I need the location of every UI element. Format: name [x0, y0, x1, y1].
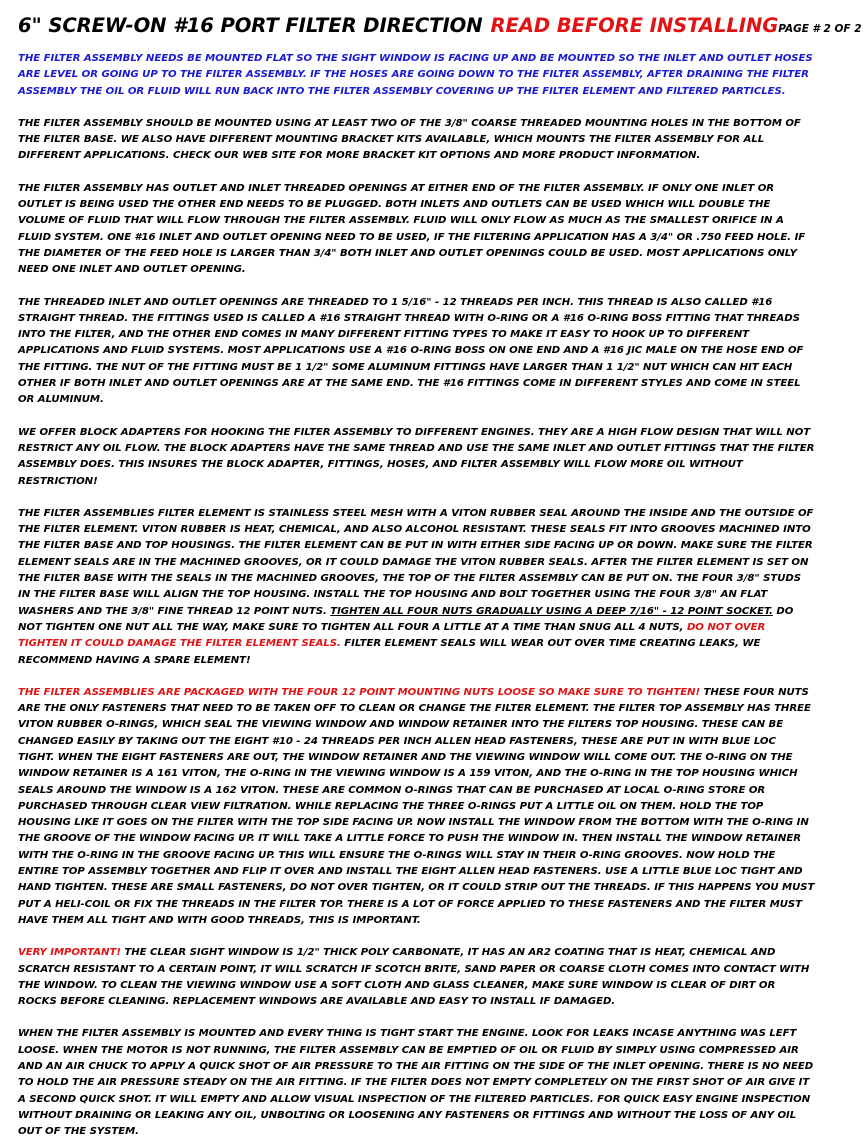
packaging-warning: THE FILTER ASSEMBLIES ARE PACKAGED WITH THE FOUR 12 POINT MOUNTING NUTS LOOSE SO MAKE SURE TO TIGHTEN!: [18, 686, 701, 698]
mounting-orientation-paragraph: THE FILTER ASSEMBLY NEEDS BE MOUNTED FLAT SO THE SIGHT WINDOW IS FACING UP AND BE MOUNTED SO THE INLET AND OUTLET HOSES ARE LEVEL OR GOING UP TO THE FILTER ASSEMBLY. IF THE HOSES ARE GOING DOWN TO THE FILTER ASSEMBLY, AFTER DRAINING THE FILTER ASSEMBLY THE OIL OR FLUID WILL RUN BACK INTO THE FILTER ASSEMBLY COVERING UP THE FILTER ELEMENT AND FILTERED PARTICLES.: [18, 53, 813, 97]
thread-fittings-paragraph: THE THREADED INLET AND OUTLET OPENINGS ARE THREADED TO 1 5/16" - 12 THREADS PER INCH. THIS THREAD IS ALSO CALLED #16 STRAIGHT THREAD. THE FITTINGS USED IS CALLED A #16 STRAIGHT THREAD WITH O-RING OR A #16 O-RING BOSS FITTING THAT THREADS INTO THE FILTER, AND THE OTHER END COMES IN MANY DIFFERENT FITTING TYPES TO MAKE IT EASY TO HOOK UP TO DIFFERENT APPLICATIONS AND FLUID SYSTEMS. MOST APPLICATIONS USE A #16 O-RING BOSS ON ONE END AND A #16 JIC MALE ON THE HOSE END OF THE FITTING. THE NUT OF THE FITTING MUST BE 1 1/2" SOME ALUMINUM FITTINGS HAVE LARGER THAN 1 1/2" NUT WHICH CAN HIT EACH OTHER IF BOTH INLET AND OUTLET OPENINGS ARE AT THE SAME END. THE #16 FITTINGS COME IN DIFFERENT STYLES AND COME IN STEEL OR ALUMINUM.: [18, 296, 804, 406]
tightening-instruction: TIGHTEN ALL FOUR NUTS GRADUALLY USING A DEEP 7/16" - 12 POINT SOCKET.: [330, 605, 773, 617]
tightening-text: DO NOT TIGHTEN ONE NUT ALL THE WAY, MAKE SURE TO TIGHTEN ALL FOUR A LITTLE AT A TIME THAN SNUG ALL 4 NUTS,: [18, 605, 794, 633]
overtighten-warning: DO NOT OVER TIGHTEN IT COULD DAMAGE THE FILTER ELEMENT SEALS.: [18, 621, 766, 650]
very-important-label: VERY IMPORTANT!: [18, 947, 121, 959]
page-header: [18, 14, 862, 37]
filter-element-paragraph: [18, 506, 815, 669]
sight-window-text: THE CLEAR SIGHT WINDOW IS 1/2" THICK POLY CARBONATE, IT HAS AN AR2 COATING THAT IS HEAT, CHEMICAL AND SCRATCH RESISTANT TO A CERTAIN POINT, IT WILL SCRATCH IF SCOTCH BRITE, SAND PAPER OR COARSE CLOTH COMES INTO CONTACT WITH THE WINDOW. TO CLEAN THE VIEWING WINDOW USE A SOFT CLOTH AND GLASS CLEANER, MAKE SURE WINDOW IS CLEAR OF DIRT OR ROCKS BEFORE CLEANING. REPLACEMENT WINDOWS ARE AVAILABLE AND EASY TO INSTALL IF DAMAGED.: [18, 947, 810, 1008]
spare-element-text: FILTER ELEMENT SEALS WILL WEAR OUT OVER TIME CREATING LEAKS, WE RECOMMEND HAVING A SPARE ELEMENT!: [18, 638, 761, 666]
o-ring-paragraph: [18, 685, 815, 929]
page-title: 6" SCREW-ON #16 PORT FILTER DIRECTION: [18, 14, 483, 37]
block-adapters-paragraph: WE OFFER BLOCK ADAPTERS FOR HOOKING THE FILTER ASSEMBLY TO DIFFERENT ENGINES. THEY ARE A HIGH FLOW DESIGN THAT WILL NOT RESTRICT ANY OIL FLOW. THE BLOCK ADAPTERS HAVE THE SAME THREAD AND USE THE SAME INLET AND OUTLET FITTINGS THAT THE FILTER ASSEMBLY DOES. THIS INSURES THE BLOCK ADAPTER, FITTINGS, HOSES, AND FILTER ASSEMBLY WILL FLOW MORE OIL WITHOUT RESTRICTION!: [18, 426, 815, 487]
o-ring-text: THESE FOUR NUTS ARE THE ONLY FASTENERS THAT NEED TO BE TAKEN OFF TO CLEAN OR CHANGE THE FILTER ELEMENT. THE FILTER TOP ASSEMBLY HAS THREE VITON RUBBER O-RINGS, WHICH SEAL THE VIEWING WINDOW AND WINDOW RETAINER INTO THE FILTERS TOP HOUSING. THESE CAN BE CHANGED EASILY BY TAKING OUT THE EIGHT #10 - 24 THREADS PER INCH ALLEN HEAD FASTENERS, THESE ARE PUT IN WITH BLUE LOC TIGHT. WHEN THE EIGHT FASTENERS ARE OUT, THE WINDOW RETAINER AND THE VIEWING WINDOW WILL COME OUT. THE O-RING ON THE WINDOW RETAINER IS A 161 VITON, THE O-RING IN THE VIEWING WINDOW IS A 159 VITON, AND THE O-RING IN THE TOP HOUSING WHICH SEALS AROUND THE WINDOW IS A 162 VITON. THESE ARE COMMON O-RINGS THAT CAN BE PURCHASED AT LOCAL O-RING STORE OR PURCHASED THROUGH CLEAR VIEW FILTRATION. WHILE REPLACING THE THREE O-RINGS PUT A LITTLE OIL ON THEM. HOLD THE TOP HOUSING LIKE IT GOES ON THE FILTER WITH THE TOP SIDE FACING UP. NOW INSTALL THE WINDOW FROM THE BOTTOM WITH THE O-RING IN THE GROOVE OF THE WINDOW FACING UP. IT WILL TAKE A LITTLE FORCE TO PUSH THE WINDOW IN. THEN INSTALL THE WINDOW RETAINER WITH THE O-RING IN THE GROOVE FACING UP. THIS WILL ENSURE THE O-RINGS WILL STAY IN THEIR O-RING GROOVES. NOW HOLD THE ENTIRE TOP ASSEMBLY TOGETHER AND FLIP IT OVER AND INSTALL THE EIGHT ALLEN HEAD FASTENERS. USE A LITTLE BLUE LOC TIGHT AND HAND TIGHTEN. THESE ARE SMALL FASTENERS, DO NOT OVER TIGHTEN, OR IT COULD STRIP OUT THE THREADS. IF THIS HAPPENS YOU MUST PUT A HELI-COIL OR FIX THE THREADS IN THE FILTER TOP. THERE IS A LOT OF FORCE APPLIED TO THESE FASTENERS AND THE FILTER MUST HAVE THEM ALL TIGHT AND WITH GOOD THREADS, THIS IS IMPORTANT.: [18, 686, 815, 926]
engine-start-paragraph: WHEN THE FILTER ASSEMBLY IS MOUNTED AND EVERY THING IS TIGHT START THE ENGINE. LOOK FOR LEAKS INCASE ANYTHING WAS LEFT LOOSE. WHEN THE MOTOR IS NOT RUNNING, THE FILTER ASSEMBLY CAN BE EMPTIED OF OIL OR FLUID BY SIMPLY USING COMPRESSED AIR AND AN AIR CHUCK TO APPLY A QUICK SHOT OF AIR PRESSURE TO THE AIR FITTING ON THE SIDE OF THE INLET OPENING. THERE IS NO NEED TO HOLD THE AIR PRESSURE STEADY ON THE AIR FITTING. IF THE FILTER DOES NOT EMPTY COMPLETELY ON THE FIRST SHOT OF AIR GIVE IT A SECOND QUICK SHOT. IT WILL EMPTY AND ALLOW VISUAL INSPECTION OF THE FILTERED PARTICLES. FOR QUICK EASY ENGINE INSPECTION WITHOUT DRAINING OR LEAKING ANY OIL, UNBOLTING OR LOOSENING ANY FASTENERS OR FITTINGS AND WITHOUT THE LOSS OF ANY OIL OUT OF THE SYSTEM.: [18, 1028, 814, 1138]
warning-heading: READ BEFORE INSTALLING: [490, 14, 779, 37]
inlet-outlet-paragraph: THE FILTER ASSEMBLY HAS OUTLET AND INLET THREADED OPENINGS AT EITHER END OF THE FILTER ASSEMBLY. IF ONLY ONE INLET OR OUTLET IS BEING USED THE OTHER END NEEDS TO BE PLUGGED. BOTH INLETS AND OUTLETS CAN BE USED WHICH WILL DOUBLE THE VOLUME OF FLUID THAT WILL FLOW THROUGH THE FILTER ASSEMBLY. FLUID WILL ONLY FLOW AS MUCH AS THE SMALLEST ORIFICE IN A FLUID SYSTEM. ONE #16 INLET AND OUTLET OPENING NEED TO BE USED, IF THE FILTERING APPLICATION HAS A 3/4" OR .750 FEED HOLE. IF THE DIAMETER OF THE FEED HOLE IS LARGER THAN 3/4" BOTH INLET AND OUTLET OPENINGS COULD BE USED. MOST APPLICATIONS ONLY NEED ONE INLET AND OUTLET OPENING.: [18, 182, 806, 276]
mounting-holes-paragraph: THE FILTER ASSEMBLY SHOULD BE MOUNTED USING AT LEAST TWO OF THE 3/8" COARSE THREADED MOUNTING HOLES IN THE BOTTOM OF THE FILTER BASE. WE ALSO HAVE DIFFERENT MOUNTING BRACKET KITS AVAILABLE, WHICH MOUNTS THE FILTER ASSEMBLY FOR ALL DIFFERENT APPLICATIONS. CHECK OUR WEB SITE FOR MORE BRACKET KIT OPTIONS AND MORE PRODUCT INFORMATION.: [18, 117, 801, 162]
sight-window-paragraph: [18, 945, 815, 1010]
filter-element-text: THE FILTER ASSEMBLIES FILTER ELEMENT IS STAINLESS STEEL MESH WITH A VITON RUBBER SEAL AROUND THE INSIDE AND THE OUTSIDE OF THE FILTER ELEMENT. VITON RUBBER IS HEAT, CHEMICAL, AND ALSO ALCOHOL RESISTANT. THESE SEALS FIT INTO GROOVES MACHINED INTO THE FILTER BASE AND TOP HOUSINGS. THE FILTER ELEMENT CAN BE PUT IN WITH EITHER SIDE FACING UP OR DOWN. MAKE SURE THE FILTER ELEMENT SEALS ARE IN THE MACHINED GROOVES, OR IT COULD DAMAGE THE VITON RUBBER SEALS. AFTER THE FILTER ELEMENT IS SET ON THE FILTER BASE WITH THE SEALS IN THE MACHINED GROOVES, THE TOP OF THE FILTER ASSEMBLY CAN BE PUT ON. THE FOUR 3/8" STUDS IN THE FILTER BASE WILL ALIGN THE TOP HOUSING. INSTALL THE TOP HOUSING AND BOLT TOGETHER USING THE FOUR 3/8" AN FLAT WASHERS AND THE 3/8" FINE THREAD 12 POINT NUTS.: [18, 507, 814, 617]
page-number: PAGE # 2 OF 2: [778, 23, 862, 35]
